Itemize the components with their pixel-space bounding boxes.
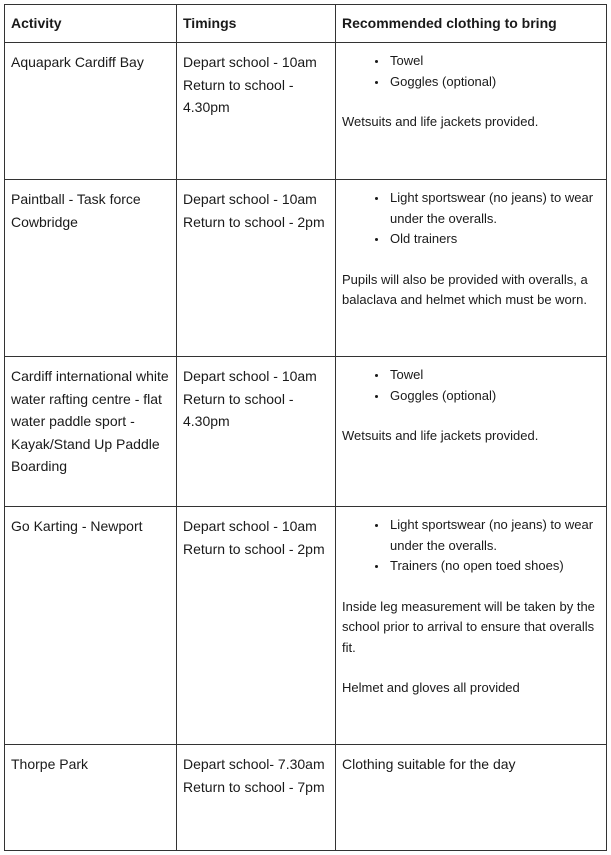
list-item: • Light sportswear (no jeans) to wear under the overalls. (388, 188, 600, 229)
clothing-list (342, 515, 600, 577)
timings-cell (177, 507, 336, 745)
timings-cell (177, 180, 336, 357)
clothing-cell (336, 180, 607, 357)
activity-cell: Cardiff international white water rafting centre - flat water paddle sport - Kayak/Stand Up Paddle Boarding (5, 357, 177, 507)
list-item: • Towel (388, 365, 600, 386)
clothing-list (342, 188, 600, 250)
list-item: • Goggles (optional) (388, 72, 600, 93)
list-item: • Old trainers (388, 229, 600, 250)
depart-time: Depart school- 7.30am (183, 756, 325, 772)
return-time: Return to school - 4.30pm (183, 76, 294, 115)
depart-time: Depart school - 10am (183, 54, 317, 70)
header-timings: Timings (177, 5, 336, 43)
activity-cell: Thorpe Park (5, 745, 177, 851)
activity-cell: Go Karting - Newport (5, 507, 177, 745)
clothing-cell (336, 745, 607, 851)
table-row (5, 357, 607, 507)
timings-cell (177, 43, 336, 180)
clothing-list (342, 365, 600, 406)
return-time: Return to school - 4.30pm (183, 390, 294, 429)
clothing-note: Pupils will also be provided with overalls, a balaclava and helmet which must be worn. (342, 271, 588, 307)
depart-time: Depart school - 10am (183, 191, 317, 207)
header-activity: Activity (5, 5, 177, 43)
list-item: • Trainers (no open toed shoes) (388, 556, 600, 577)
clothing-note: Wetsuits and life jackets provided. (342, 428, 539, 443)
clothing-note: Inside leg measurement will be taken by the school prior to arrival to ensure that overalls fit. (342, 598, 595, 655)
table-row (5, 180, 607, 357)
timings-cell (177, 745, 336, 851)
timings-cell (177, 357, 336, 507)
depart-time: Depart school - 10am (183, 518, 317, 534)
return-time: Return to school - 7pm (183, 778, 325, 795)
clothing-note: Helmet and gloves all provided (342, 680, 520, 695)
clothing-cell (336, 43, 607, 180)
activity-cell: Aquapark Cardiff Bay (5, 43, 177, 180)
clothing-note: Clothing suitable for the day (342, 756, 516, 772)
clothing-list (342, 51, 600, 92)
table-row (5, 43, 607, 180)
clothing-note: Wetsuits and life jackets provided. (342, 114, 539, 129)
activities-table (4, 4, 607, 851)
clothing-cell (336, 507, 607, 745)
header-row (5, 5, 607, 43)
list-item: • Towel (388, 51, 600, 72)
header-clothing: Recommended clothing to bring (336, 5, 607, 43)
activity-cell: Paintball - Task force Cowbridge (5, 180, 177, 357)
depart-time: Depart school - 10am (183, 368, 317, 384)
table-row (5, 507, 607, 745)
clothing-cell (336, 357, 607, 507)
return-time: Return to school - 2pm (183, 540, 325, 557)
list-item: • Goggles (optional) (388, 386, 600, 407)
list-item: • Light sportswear (no jeans) to wear under the overalls. (388, 515, 600, 556)
table-row (5, 745, 607, 851)
return-time: Return to school - 2pm (183, 213, 325, 230)
